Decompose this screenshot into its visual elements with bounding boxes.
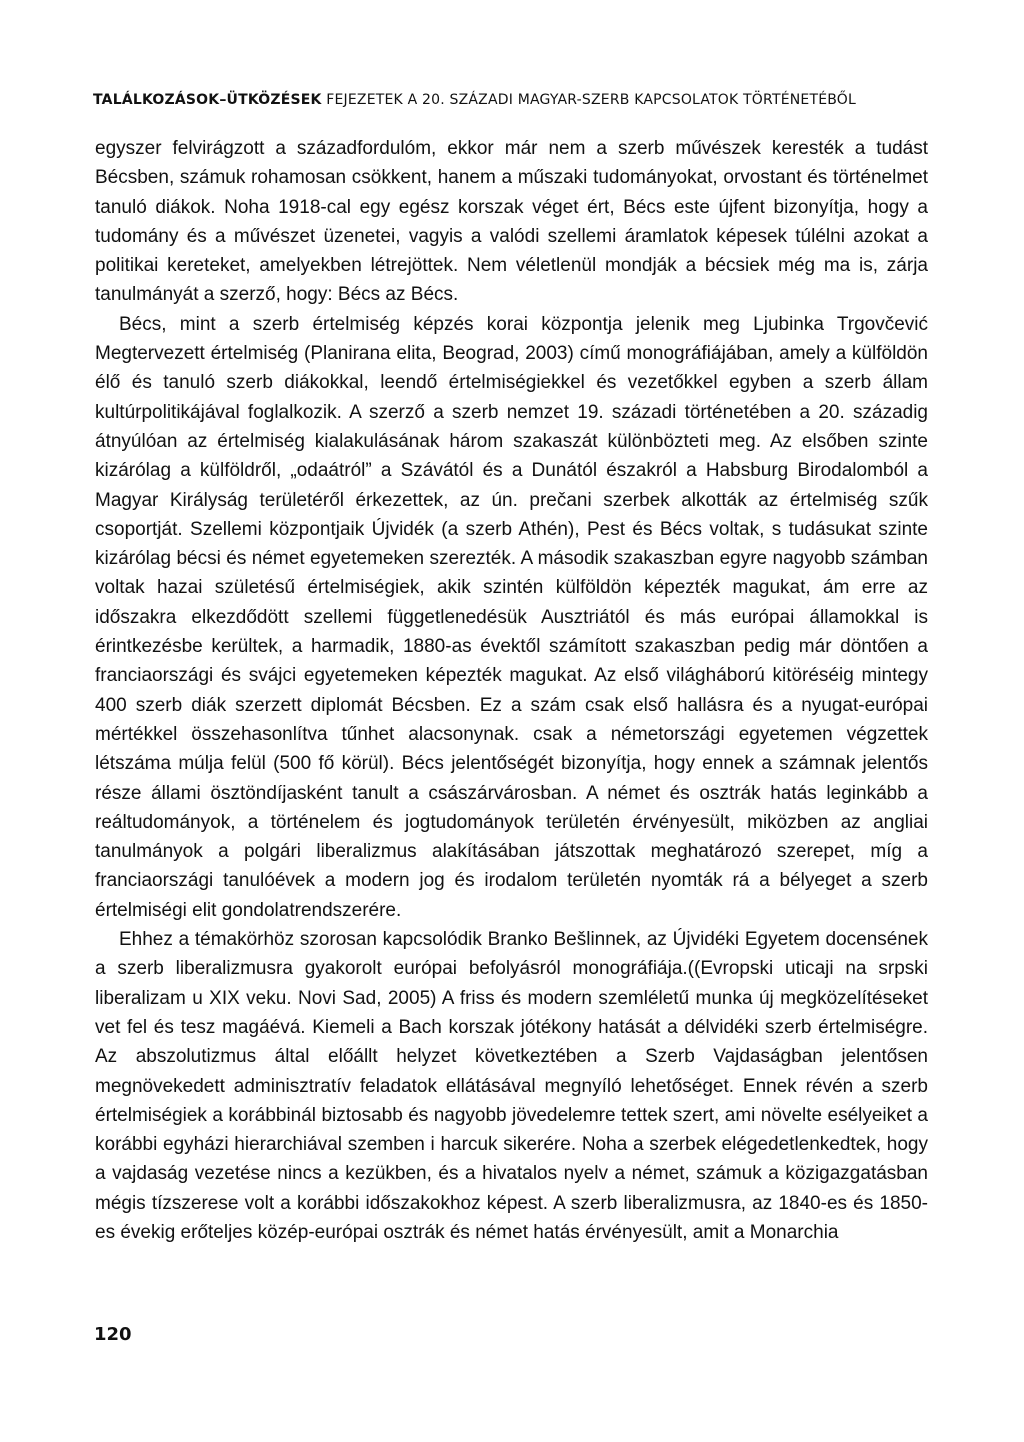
header-series-title: TALÁLKOZÁSOK–ÜTKÖZÉSEK <box>93 92 322 108</box>
page-number: 120 <box>94 1324 132 1345</box>
header-book-title: FEJEZETEK A 20. SZÁZADI MAGYAR-SZERB KAPCSOLATOK TÖRTÉNETÉBŐL <box>321 92 857 108</box>
paragraph: Ehhez a témakörhöz szorosan kapcsolódik Branko Bešlinnek, az Újvidéki Egyetem docensének a szerb liberalizmusra gyakorolt európai befolyásról monográfiája.((Evropski uticaji na srpski liberalizam u XIX veku. Novi Sad, 2005) A friss és modern szemléletű munka új megközelítéseket vet fel és tesz magáévá. Kiemeli a Bach korszak jótékony hatását a délvidéki szerb értelmiségre. Az abszolutizmus által előállt helyzet következtében a Szerb Vajdaságban jelentősen megnövekedett adminisztratív feladatok ellátásával megnyíló lehetőséget. Ennek révén a szerb értelmiségiek a korábbinál biztosabb és nagyobb jövedelemre tettek szert, ami növelte esélyeiket a korábbi egyházi hierarchiával szemben i harcuk sikerére. Noha a szerbek elégedetlenkedtek, hogy a vajdaság vezetése nincs a kezükben, és a hivatalos nyelv a német, számuk a közigazgatásban mégis tízszerese volt a korábbi időszakokhoz képest. A szerb liberalizmusra, az 1840-es és 1850-es évekig erőteljes közép-európai osztrák és német hatás érvényesült, amit a Monarchia <box>95 929 928 1243</box>
running-header <box>93 92 953 108</box>
paragraph: egyszer felvirágzott a századfordulóm, ekkor már nem a szerb művészek keresték a tudást Bécsben, számuk rohamosan csökkent, hanem a műszaki tudományokat, orvostant és történelmet tanuló diákok. Noha 1918-cal egy egész korszak véget ért, Bécs este újfent bizonyítja, hogy a tudomány és a művészet üzenetei, vagyis a valódi szellemi áramlatok képesek túlélni azokat a politikai kereteket, amelyekben létrejöttek. Nem véletlenül mondják a bécsiek még ma is, zárja tanulmányát a szerző, hogy: Bécs az Bécs. <box>95 138 928 306</box>
paragraph: Bécs, mint a szerb értelmiség képzés korai központja jelenik meg Ljubinka Trgovčević Megtervezett értelmiség (Planirana elita, Beograd, 2003) című monográfiájában, amely a külföldön élő és tanuló szerb diákokkal, leendő értelmiségiekkel és vezetőkkel egyben a szerb állam kultúrpolitikájával foglalkozik. A szerző a szerb nemzet 19. századi történetében a 20. századig átnyúlóan az értelmiség kialakulásának három szakaszát különbözteti meg. Az elsőben szinte kizárólag a külföldről, „odaátról” a Szávától és a Dunától északról a Habsburg Birodalomból a Magyar Királyság területéről érkezettek, az ún. prečani szerbek alkották az értelmiség szűk csoportját. Szellemi központjaik Újvidék (a szerb Athén), Pest és Bécs voltak, s tudásukat szinte kizárólag bécsi és német egyetemeken szerezték. A második szakaszban egyre nagyobb számban voltak hazai születésű értelmiségiek, akik szintén külföldön képezték magukat, ám erre az időszakra elkezdődött szellemi függetlenedésük Ausztriától és más európai államokkal is érintkezésbe kerültek, a harmadik, 1880-as évektől számított szakaszban pedig már döntően a franciaországi és svájci egyetemeken képezték magukat. Az első világháború kitöréséig mintegy 400 szerb diák szerzett diplomát Bécsben. Ez a szám csak első hallásra és a nyugat-európai mértékkel összehasonlítva tűnhet alacsonynak. csak a németországi egyetemen végzettek létszáma múlja felül (500 fő körül). Bécs jelentőségét bizonyítja, hogy ennek a számnak jelentős része állami ösztöndíjasként tanult a császárvárosban. A német és osztrák hatás leginkább a reáltudományok, a történelem és jogtudományok területén érvényesült, miközben az angliai tanulmányok a polgári liberalizmus alakításában játszottak meghatározó szerepet, míg a franciaországi tanulóévek a modern jog és irodalom területén nyomták rá a bélyeget a szerb értelmiségi elit gondolatrendszerére. <box>95 313 928 921</box>
body-text <box>95 134 928 1247</box>
